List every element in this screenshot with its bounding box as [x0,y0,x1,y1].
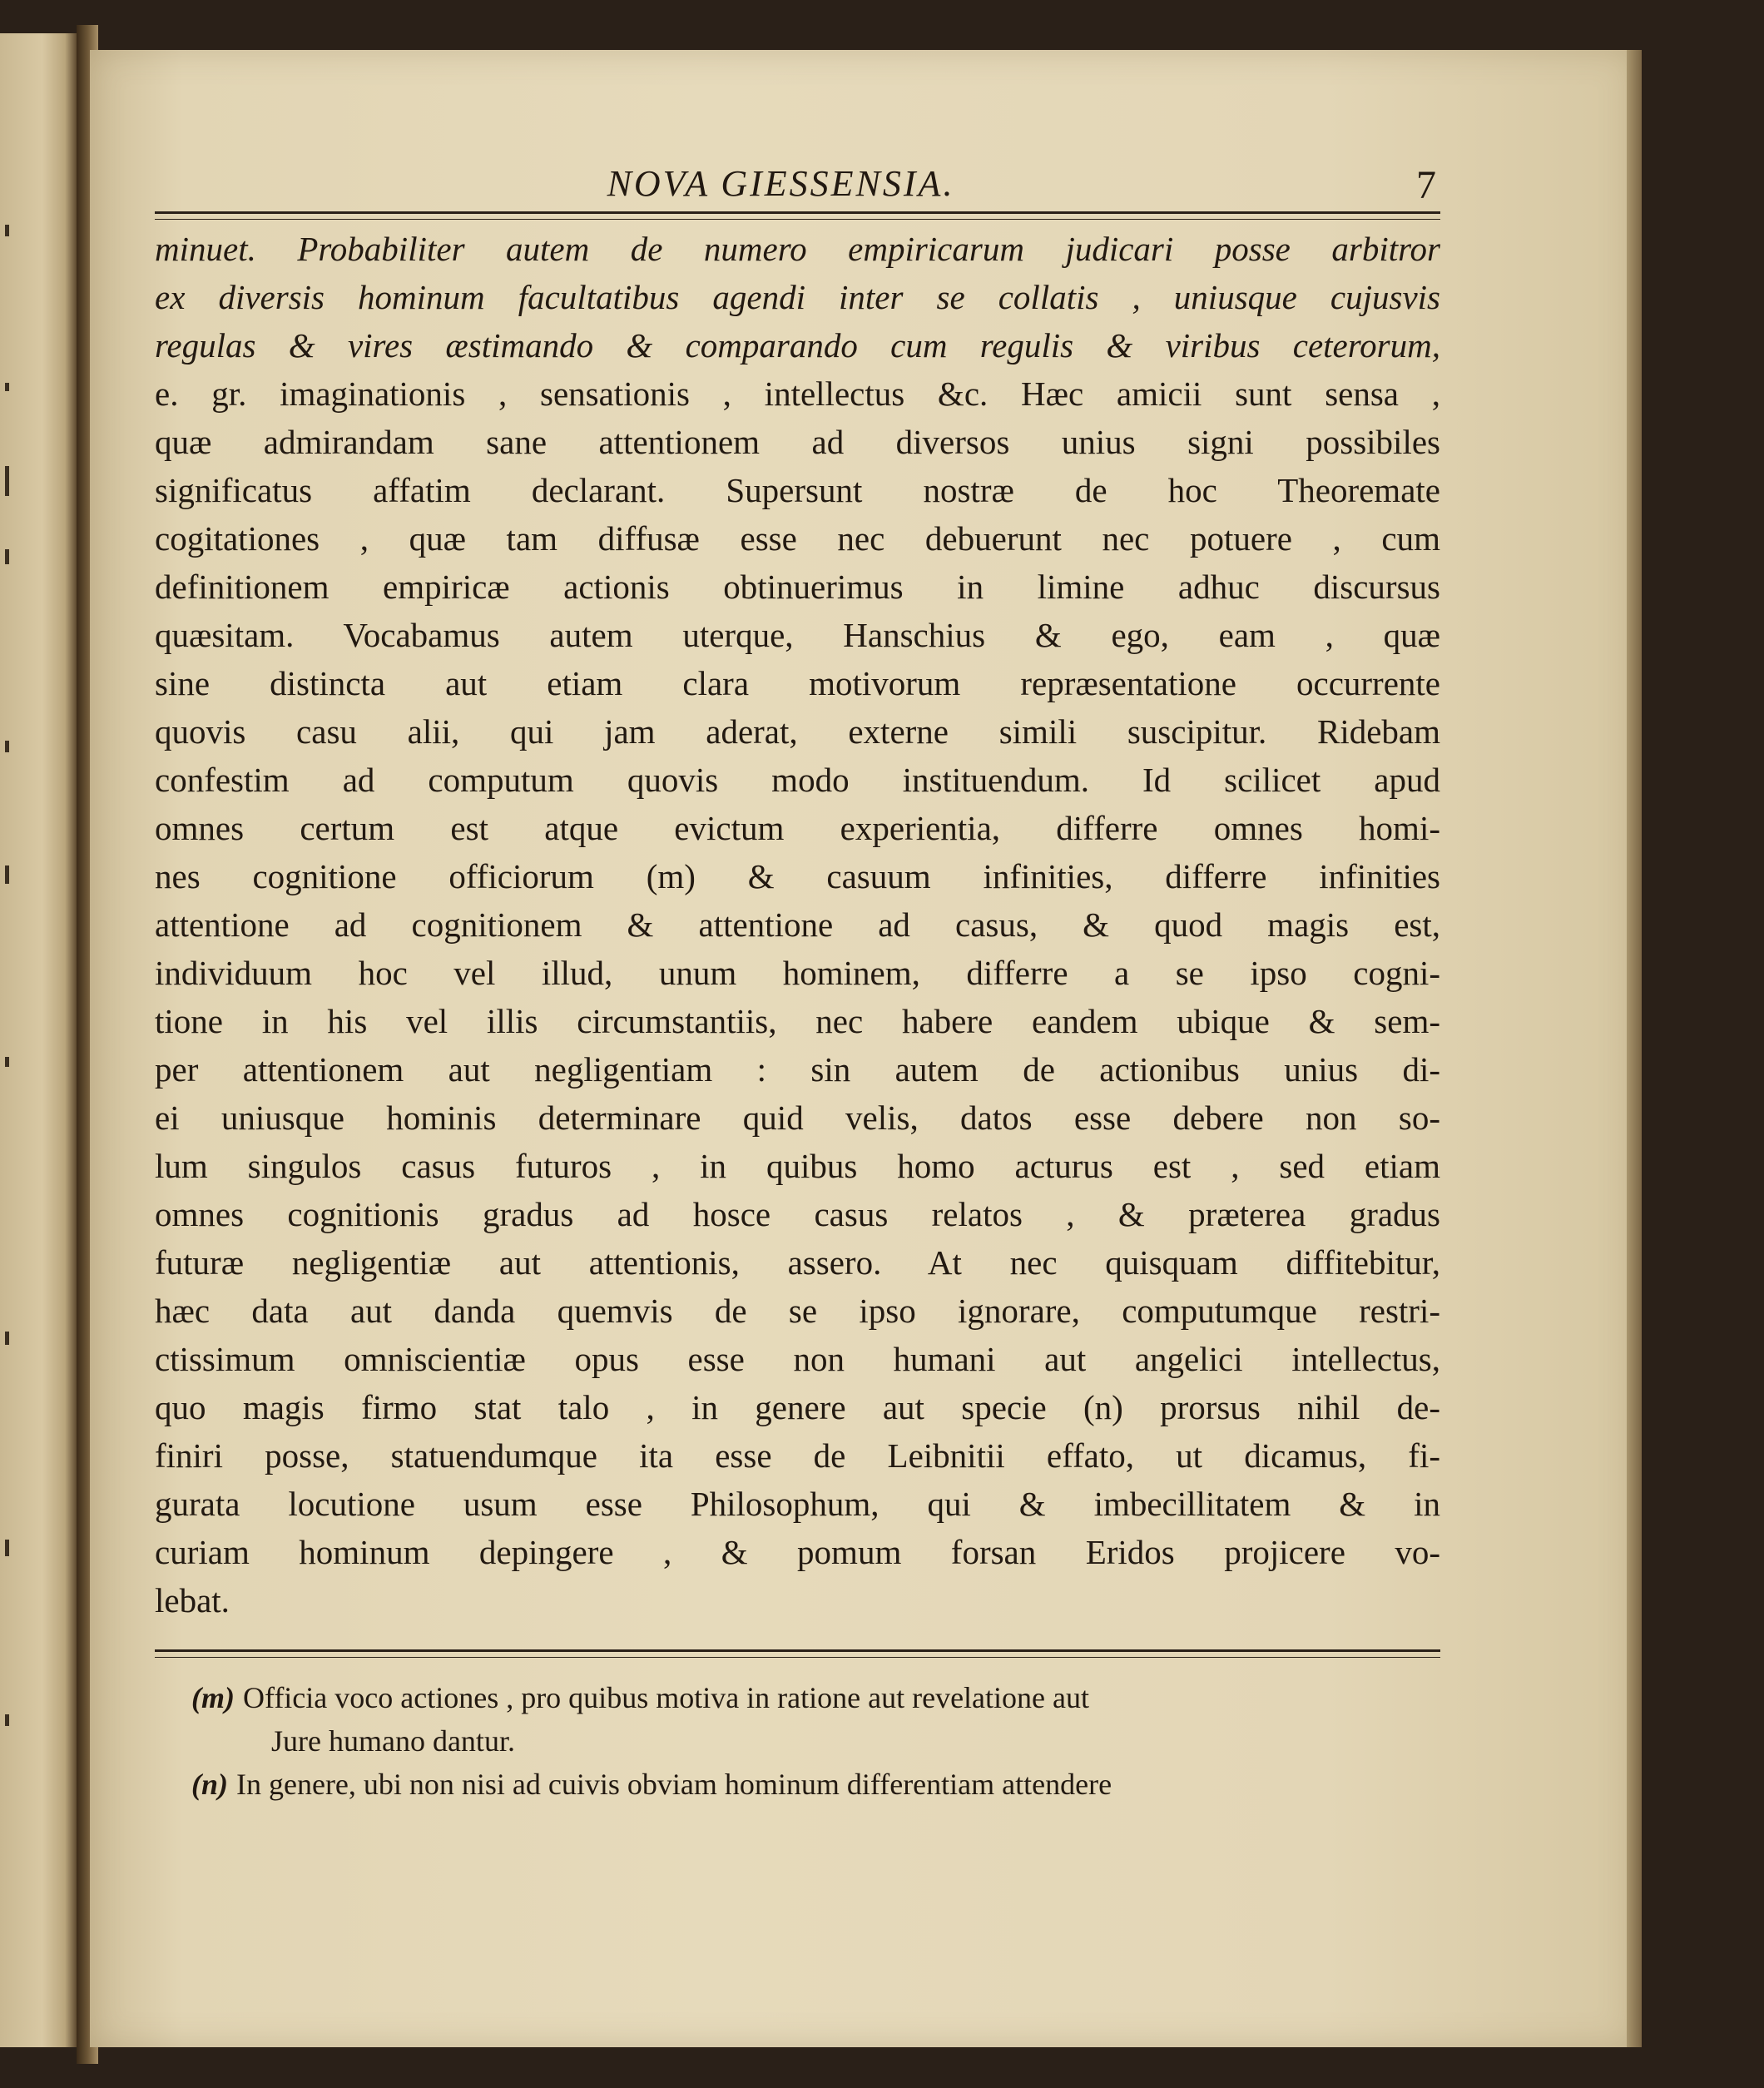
footnote-line [155,1719,1440,1763]
text-line: ctissimum omniscientiæ opus esse non humani aut angelici intellectus, [155,1340,1440,1378]
text-line: finiri posse, statuendumque ita esse de Leibnitii effato, ut dicamus, fi- [155,1436,1440,1475]
ink-mark [5,383,9,391]
ink-mark [5,865,9,884]
page-number: 7 [1416,163,1439,207]
text-line: individuum hoc vel illud, unum hominem, differre a se ipso cogni- [155,954,1440,992]
text-line: tione in his vel illis circumstantiis, nec habere eandem ubique & sem- [155,1002,1440,1040]
header-rule [155,211,1440,220]
text-line: quo magis firmo stat talo , in genere aut specie (n) prorsus nihil de- [155,1388,1440,1426]
footnotes [155,1676,1440,1806]
ink-mark [5,549,9,564]
ink-mark [5,466,9,496]
footnote-text: Jure humano dantur. [271,1724,515,1758]
text-line: cogitationes , quæ tam diffusæ esse nec debuerunt nec potuere , cum [155,519,1440,558]
footnote-marker: (n) [191,1768,228,1801]
text-block [155,162,1440,1806]
text-line: significatus affatim declarant. Supersunt nostræ de hoc Theoremate [155,471,1440,509]
ink-mark [5,741,9,752]
footnote-rule [155,1649,1440,1658]
ink-mark [5,1057,9,1067]
text-line: definitionem empiricæ actionis obtinuerimus in limine adhuc discursus [155,568,1440,606]
text-line: ex diversis hominum facultatibus agendi inter se collatis , uniusque cujusvis [155,278,1440,316]
footnote-marker: (m) [191,1681,235,1714]
body-text [155,225,1440,1624]
running-title: NOVA GIESSENSIA. [607,163,955,204]
text-line: gurata locutione usum esse Philosophum, qui & imbecillitatem & in [155,1485,1440,1523]
text-line: quæsitam. Vocabamus autem uterque, Hanschius & ego, eam , quæ [155,616,1440,654]
text-line: attentione ad cognitionem & attentione ad casus, & quod magis est, [155,905,1440,944]
text-line: e. gr. imaginationis , sensationis , intellectus &c. Hæc amicii sunt sensa , [155,374,1440,413]
footnote-text: Officia voco actiones , pro quibus motiva in ratione aut revelatione aut [242,1681,1090,1714]
ink-mark [5,1714,9,1726]
text-line: sine distincta aut etiam clara motivorum repræsentatione occurrente [155,664,1440,702]
text-line: ei uniusque hominis determinare quid velis, datos esse debere non so- [155,1099,1440,1137]
ink-mark [5,225,9,236]
text-line: omnes cognitionis gradus ad hosce casus relatos , & præterea gradus [155,1195,1440,1233]
footnote-line [155,1676,1440,1719]
text-line: nes cognitione officiorum (m) & casuum infinities, differre infinities [155,857,1440,895]
text-line: curiam hominum depingere , & pomum forsan Eridos projicere vo- [155,1533,1440,1571]
text-line: quovis casu alii, qui jam aderat, externe simili suscipitur. Ridebam [155,712,1440,751]
text-line: per attentionem aut negligentiam : sin autem de actionibus unius di- [155,1050,1440,1089]
text-line: regulas & vires æstimando & comparando cum regulis & viribus ceterorum, [155,326,1440,365]
running-head [155,162,1440,208]
text-line: minuet. Probabiliter autem de numero empiricarum judicari posse arbitror [155,230,1440,268]
text-line: quæ admirandam sane attentionem ad diversos unius signi possibiles [155,423,1440,461]
text-line: lebat. [155,1581,230,1619]
facing-page-edge [0,33,77,2047]
text-line: futuræ negligentiæ aut attentionis, assero. At nec quisquam diffitebitur, [155,1243,1440,1282]
page-edge [1627,50,1642,2047]
text-line: lum singulos casus futuros , in quibus homo acturus est , sed etiam [155,1147,1440,1185]
text-line: confestim ad computum quovis modo instituendum. Id scilicet apud [155,761,1440,799]
ink-mark [5,1332,9,1345]
footnote-text: In genere, ubi non nisi ad cuivis obviam hominum differentiam attendere [236,1768,1112,1801]
ink-mark [5,1540,9,1556]
footnote-line [155,1763,1440,1806]
text-line: hæc data aut danda quemvis de se ipso ignorare, computumque restri- [155,1292,1440,1330]
text-line: omnes certum est atque evictum experientia, differre omnes homi- [155,809,1440,847]
